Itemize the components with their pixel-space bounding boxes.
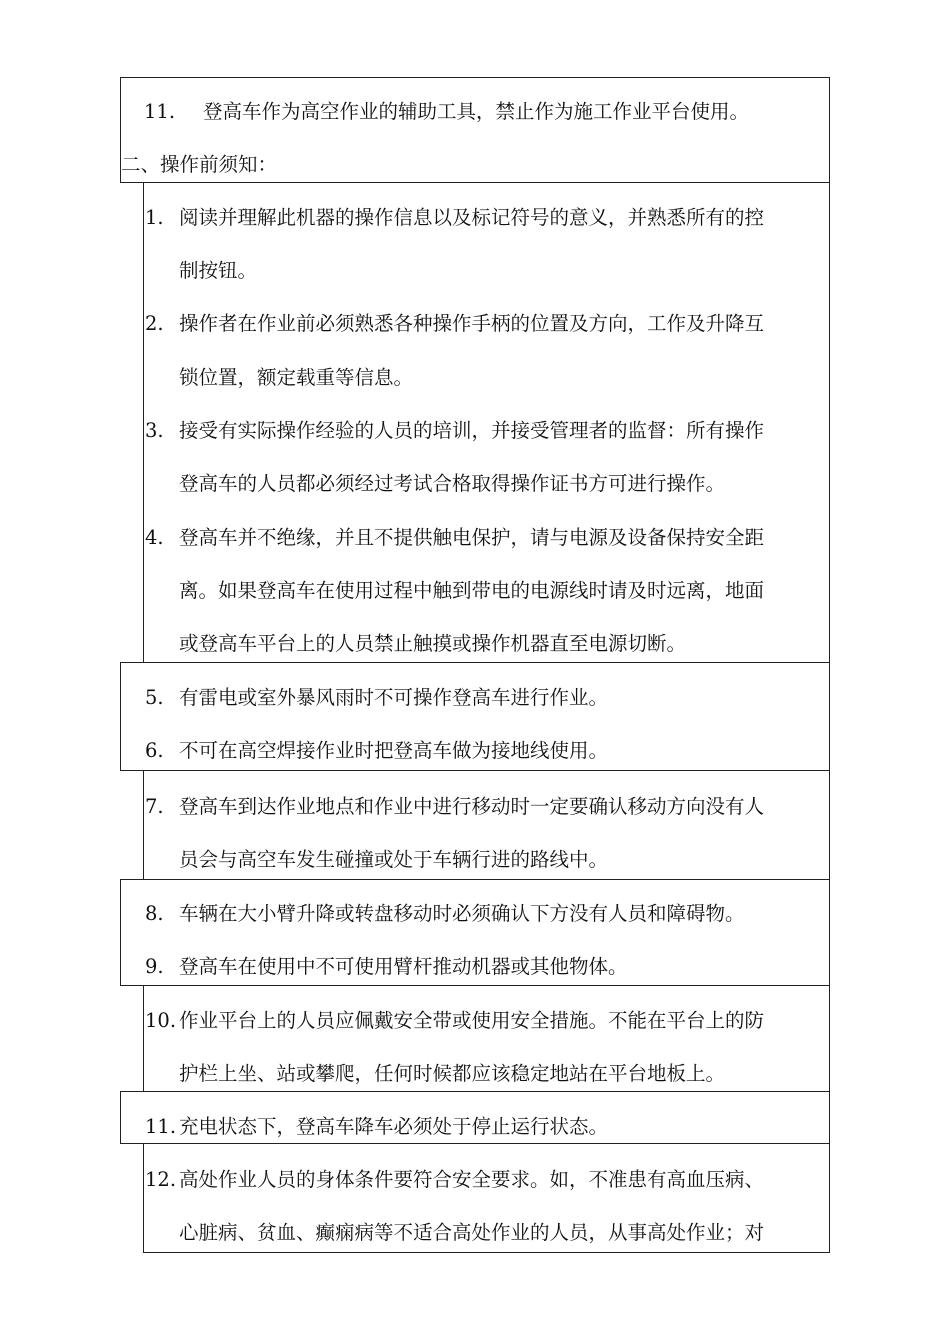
item-number: 7.: [145, 795, 164, 818]
item-number: 3.: [145, 419, 164, 442]
item-text: 充电状态下，登高车降车必须处于停止运行状态。: [179, 1115, 609, 1138]
item-text-line: 接受有实际操作经验的人员的培训，并接受管理者的监督：所有操作: [179, 419, 765, 442]
item-text-line: 心脏病、贫血、癫痫病等不适合高处作业的人员，从事高处作业；对: [179, 1221, 765, 1244]
section-heading: 二、操作前须知：: [121, 153, 278, 176]
item-number: 11.: [145, 1115, 177, 1138]
item-text-line: 或登高车平台上的人员禁止触摸或操作机器直至电源切断。: [179, 632, 687, 655]
item-text-line: 护栏上坐、站或攀爬，任何时候都应该稳定地站在平台地板上。: [179, 1062, 726, 1085]
item-number: 9.: [145, 955, 164, 978]
item-text-line: 高处作业人员的身体条件要符合安全要求。如，不准患有高血压病、: [179, 1168, 765, 1191]
item-text-line: 阅读并理解此机器的操作信息以及标记符号的意义，并熟悉所有的控: [179, 206, 765, 229]
item-text-line: 员会与高空车发生碰撞或处于车辆行进的路线中。: [179, 848, 609, 871]
item-text-line: 作业平台上的人员应佩戴安全带或使用安全措施。不能在平台上的防: [179, 1009, 765, 1032]
item-number: 10.: [145, 1009, 177, 1032]
item-number: 12.: [145, 1168, 177, 1191]
item-text-line: 制按钮。: [179, 259, 258, 282]
item-text: 登高车在使用中不可使用臂杆推动机器或其他物体。: [179, 955, 628, 978]
item-text-line: 登高车到达作业地点和作业中进行移动时一定要确认移动方向没有人: [179, 795, 765, 818]
item-text-line: 登高车的人员都必须经过考试合格取得操作证书方可进行操作。: [179, 472, 726, 495]
item-text: 不可在高空焊接作业时把登高车做为接地线使用。: [179, 739, 609, 762]
item-number: 4.: [145, 526, 164, 549]
item-text-line: 离。如果登高车在使用过程中触到带电的电源线时请及时远离，地面: [179, 579, 765, 602]
item-number: 11.: [144, 100, 176, 123]
item-text: 登高车作为高空作业的辅助工具，禁止作为施工作业平台使用。: [203, 100, 750, 123]
item-number: 5.: [145, 686, 164, 709]
item-number: 1.: [145, 206, 164, 229]
item-text: 有雷电或室外暴风雨时不可操作登高车进行作业。: [179, 686, 609, 709]
item-number: 8.: [145, 902, 164, 925]
item-text: 车辆在大小臂升降或转盘移动时必须确认下方没有人员和障碍物。: [179, 902, 745, 925]
item-number: 2.: [145, 312, 164, 335]
item-number: 6.: [145, 739, 164, 762]
item-text-line: 操作者在作业前必须熟悉各种操作手柄的位置及方向，工作及升降互: [179, 312, 765, 335]
item-text-line: 锁位置，额定载重等信息。: [179, 366, 414, 389]
item-text-line: 登高车并不绝缘，并且不提供触电保护，请与电源及设备保持安全距: [179, 526, 765, 549]
